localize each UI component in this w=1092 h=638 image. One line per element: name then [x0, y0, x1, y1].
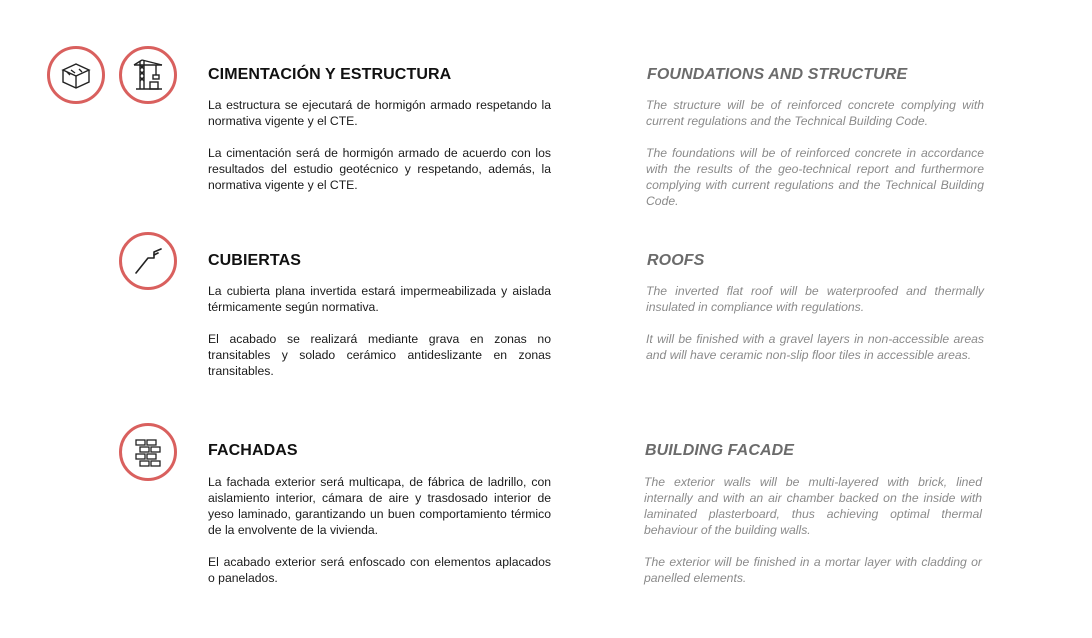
section-title-en: FOUNDATIONS AND STRUCTURE — [647, 66, 908, 83]
section-paragraph-es: El acabado se realizará mediante grava en zonas no transitables y solado cerámico antideslizante en zonas transitables. — [208, 332, 551, 378]
section-title-es: FACHADAS — [208, 442, 298, 459]
section-paragraph-es: La cimentación será de hormigón armado de acuerdo con los resultados del estudio geotécnico y respetando, además, la normativa vigente y el CTE. — [208, 146, 551, 192]
section-title-es: CUBIERTAS — [208, 252, 302, 269]
roof-icon — [119, 232, 177, 290]
section-paragraph-en: The foundations will be of reinforced concrete in accordance with the results of the geo-technical report and furthermore complying with current regulations and the Technical Building Code. — [646, 146, 984, 208]
section-paragraph-es: El acabado exterior será enfoscado con elementos aplacados o panelados. — [208, 555, 551, 585]
section-paragraph-en: The structure will be of reinforced concrete complying with current regulations and the Technical Building Code. — [646, 98, 984, 128]
section-paragraph-es: La cubierta plana invertida estará impermeabilizada y aislada térmicamente según normativa. — [208, 284, 551, 314]
section-title-es: CIMENTACIÓN Y ESTRUCTURA — [208, 66, 452, 83]
section-title-en: ROOFS — [647, 252, 705, 269]
section-paragraph-es: La estructura se ejecutará de hormigón armado respetando la normativa vigente y el CTE. — [208, 98, 551, 128]
section-paragraph-en: It will be finished with a gravel layers in non-accessible areas and will have ceramic non-slip floor tiles in accessible areas. — [646, 332, 984, 362]
section-paragraph-en: The inverted flat roof will be waterproofed and thermally insulated in compliance with regulations. — [646, 284, 984, 314]
section-paragraph-es: La fachada exterior será multicapa, de fábrica de ladrillo, con aislamiento interior, cámara de aire y trasdosado interior de yeso laminado, garantizando un buen comportamiento térmico de la envolvente de la vivienda. — [208, 475, 551, 537]
concrete-block-icon — [47, 46, 105, 104]
section-title-en: BUILDING FACADE — [645, 442, 795, 459]
construction-crane-icon — [119, 46, 177, 104]
section-paragraph-en: The exterior will be finished in a mortar layer with cladding or panelled elements. — [644, 555, 982, 585]
section-paragraph-en: The exterior walls will be multi-layered with brick, lined internally and with an air chamber backed on the inside with laminated plasterboard, thus achieving optimal thermal behaviour of the building walls. — [644, 475, 982, 537]
brick-wall-icon — [119, 423, 177, 481]
